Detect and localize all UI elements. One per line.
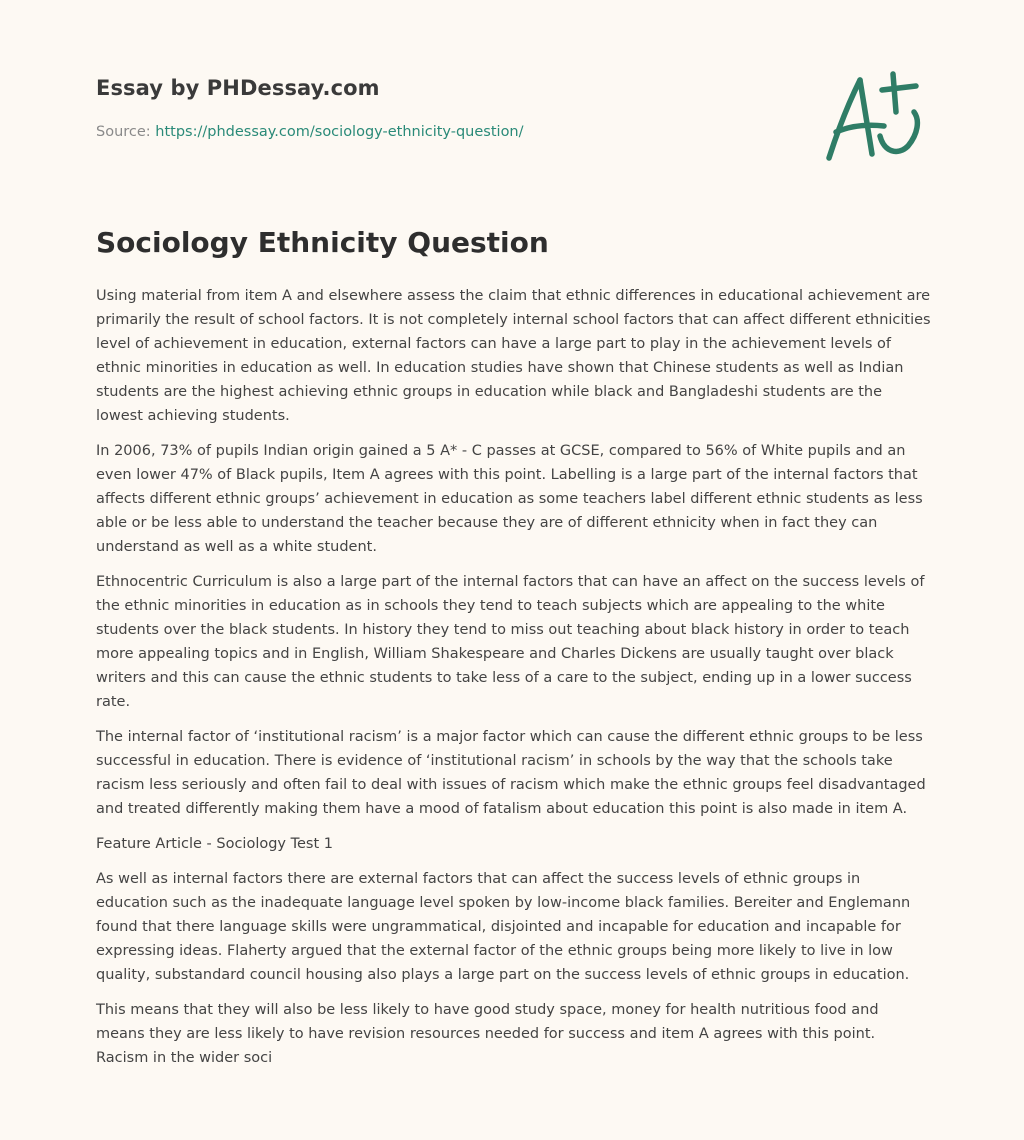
essay-body — [96, 284, 931, 1081]
feature-article-line: Feature Article - Sociology Test 1 — [96, 836, 333, 852]
essay-title: Sociology Ethnicity Question — [96, 226, 549, 259]
essay-paragraph: Using material from item A and elsewhere assess the claim that ethnic differences in educational achievement are primarily the result of school factors. It is not completely internal school factors that can affect different ethnicities level of achievement in education, external factors can have a large part to play in the achievement levels of ethnic minorities in education as well. In education studies have shown that Chinese students as well as Indian students are the highest achieving ethnic groups in education while black and Bangladeshi students are the lowest achieving students. — [96, 288, 931, 424]
essay-paragraph: Ethnocentric Curriculum is also a large part of the internal factors that can have an affect on the success levels of the ethnic minorities in education as in schools they tend to teach subjects which are appealing to the white students over the black students. In history they tend to miss out teaching about black history in order to teach more appealing topics and in English, William Shakespeare and Charles Dickens are usually taught over black writers and this can cause the ethnic students to take less of a care to the subject, ending up in a lower success rate. — [96, 574, 925, 710]
site-title: Essay by PHDessay.com — [96, 76, 380, 100]
essay-paragraph: In 2006, 73% of pupils Indian origin gained a 5 A* - C passes at GCSE, compared to 56% of White pupils and an even lower 47% of Black pupils, Item A agrees with this point. Labelling is a large part of the internal factors that affects different ethnic groups’ achievement in education as some teachers label different ethnic students as less able or be less able to understand the teacher because they are of different ethnicity when in fact they can understand as well as a white student. — [96, 443, 923, 555]
essay-paragraph: The internal factor of ‘institutional racism’ is a major factor which can cause the different ethnic groups to be less successful in education. There is evidence of ‘institutional racism’ in schools by the way that the schools take racism less seriously and often fail to deal with issues of racism which make the ethnic groups feel disadvantaged and treated differently making them have a mood of fatalism about education this point is also made in item A. — [96, 729, 926, 817]
essay-paragraph: As well as internal factors there are external factors that can affect the success levels of ethnic groups in education such as the inadequate language level spoken by low-income black families. Bereiter and Englemann found that there language skills were ungrammatical, disjointed and incapable for education and incapable for expressing ideas. Flaherty argued that the external factor of the ethnic groups being more likely to live in low quality, substandard council housing also plays a large part on the success levels of ethnic groups in education. — [96, 871, 911, 983]
a-plus-logo — [820, 68, 930, 168]
a-plus-logo-icon — [820, 68, 930, 168]
source-link[interactable]: https://phdessay.com/sociology-ethnicity-question/ — [155, 124, 524, 140]
essay-paragraph: This means that they will also be less likely to have good study space, money for health nutritious food and means they are less likely to have revision resources needed for success and item A agrees with this point. Racism in the wider soci — [96, 1002, 879, 1066]
source-line — [96, 124, 524, 140]
source-label: Source: — [96, 124, 151, 140]
